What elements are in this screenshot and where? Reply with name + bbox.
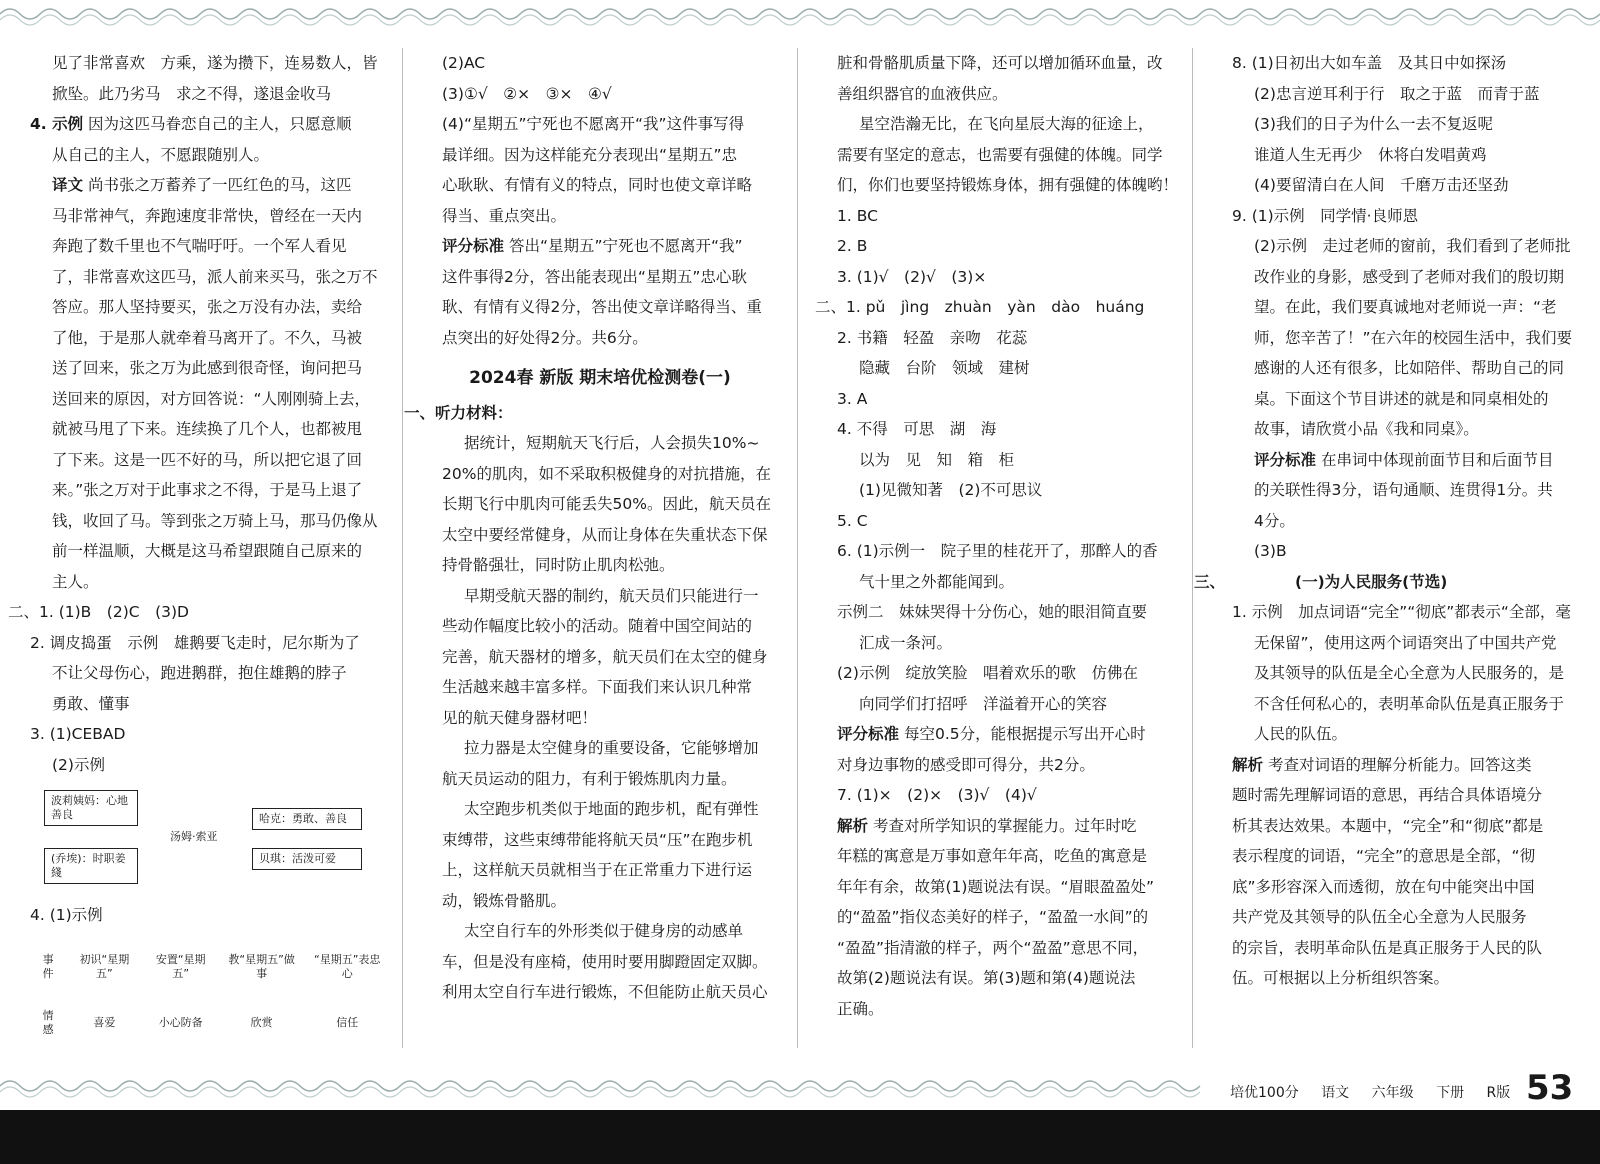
- text-line: 得当、重点突出。: [442, 206, 567, 225]
- text-line: 因为这匹马眷恋自己的主人，只愿意顺: [88, 115, 352, 133]
- text-line: 钱，收回了马。等到张之万骑上马，那马仍像从: [52, 511, 378, 530]
- text-line: 析其表达效果。本题中，“完全”和“彻底”都是: [1232, 816, 1544, 835]
- text-line: (2)示例 绽放笑脸 唱着欢乐的歌 仿佛在: [837, 664, 1138, 682]
- text-line: 20%的肌肉，如不采取积极健身的对抗措施，在: [442, 464, 771, 483]
- text-line: 善组织器官的血液供应。: [837, 84, 1008, 103]
- text-line: 长期飞行中肌肉可能丢失50%。因此，航天员在: [442, 495, 771, 513]
- text-line: 见了非常喜欢 方乘，遂为攒下，连易数人，皆: [52, 54, 378, 72]
- table-row-label: 事件: [42, 952, 54, 980]
- text-line: (4)要留清白在人间 千磨万击还坚劲: [1254, 176, 1509, 194]
- text-line: 3. A: [837, 389, 868, 408]
- text-line: 故第(2)题说法有误。第(3)题和第(4)题说法: [837, 969, 1136, 987]
- diagram-box: (乔埃)：时职姜綫: [44, 848, 138, 884]
- text-line: 主人。: [52, 572, 99, 591]
- text-line: 气十里之外都能闻到。: [859, 572, 1015, 591]
- footer-edition: R版: [1486, 1085, 1511, 1101]
- diagram-box: 波莉姨妈：心地善良: [44, 790, 138, 826]
- text-line: 无保留”，使用这两个词语突出了中国共产党: [1254, 633, 1557, 652]
- text-line: 桌。下面这个节目讲述的就是和同桌相处的: [1254, 389, 1549, 408]
- character-diagram: [40, 786, 390, 896]
- text-line: 考查对词语的理解分析能力。回答这类: [1267, 755, 1532, 774]
- diagram-center: 汤姆·索亚: [170, 830, 218, 843]
- score-label: 评分标准: [442, 237, 505, 255]
- text-line: (4)“星期五”宁死也不愿离开“我”这件事写得: [442, 115, 745, 133]
- section-label: 三、: [1194, 572, 1226, 591]
- page-number: 53: [1526, 1068, 1574, 1108]
- text-line: 脏和骨骼肌质量下降，还可以增加循环血量，改: [837, 54, 1163, 72]
- text-line: 从自己的主人，不愿跟随别人。: [52, 145, 270, 164]
- bottom-band: [0, 1110, 1600, 1164]
- text-line: 人民的队伍。: [1254, 725, 1348, 743]
- text-line: 持骨骼强壮，同时防止肌肉松弛。: [442, 556, 675, 574]
- text-line: 这件事得2分，答出能表现出“星期五”忠心耿: [442, 267, 747, 286]
- diagram-box: 贝琪：活泼可爱: [252, 848, 362, 870]
- text-line: 谁道人生无再少 休将白发唱黄鸡: [1254, 145, 1487, 164]
- column-4: [1194, 48, 1580, 994]
- text-line: 就被马甩了下来。连续换了几个人，也都被甩: [52, 420, 363, 438]
- text-line: 师，您辛苦了！”在六年的校园生活中，我们要: [1254, 328, 1573, 347]
- text-line: 见的航天健身器材吧！: [442, 708, 598, 727]
- text-line: 勇敢、懂事: [52, 694, 130, 713]
- text-line: 4分。: [1254, 511, 1295, 530]
- text-line: 对身边事物的感受即可得分，共2分。: [837, 755, 1095, 774]
- text-line: 以为 见 知 箱 柜: [859, 450, 1015, 469]
- column-3: [815, 48, 1180, 1024]
- text-line: 表示程度的词语，“完全”的意思是全部，“彻: [1232, 847, 1536, 865]
- text-line: 太空跑步机类似于地面的跑步机，配有弹性: [464, 800, 759, 818]
- text-line: (3)B: [1254, 542, 1287, 560]
- text-line: 动，锻炼骨骼肌。: [442, 891, 567, 910]
- text-line: 了他，于是那人就牵着马离开了。不久，马被: [52, 328, 363, 347]
- text-line: 1. 示例 加点词语“完全”“彻底”都表示“全部，毫: [1232, 603, 1571, 621]
- table-cell: 教“星期五”做事: [228, 952, 295, 980]
- text-line: 考查对所学知识的掌握能力。过年时吃: [872, 816, 1137, 835]
- text-line: 送回来的原因，对方回答说：“人刚刚骑上去，: [52, 389, 371, 408]
- text-line: 最详细。因为这样能充分表现出“星期五”忠: [442, 145, 738, 164]
- footer-book: 培优100分: [1230, 1085, 1299, 1101]
- text-line: (1)见微知著 (2)不可思议: [859, 481, 1043, 499]
- text-line: 来。”张之万对于此事求之不得，于是马上退了: [52, 481, 363, 499]
- text-line: (2)忠言逆耳利于行 取之于蓝 而青于蓝: [1254, 84, 1540, 103]
- text-line: 尚书张之万蓄养了一匹红色的马，这匹: [87, 176, 352, 194]
- text-line: 题时需先理解词语的意思，再结合具体语境分: [1232, 786, 1543, 804]
- text-line: 利用太空自行车进行锻炼，不但能防止航天员心: [442, 983, 768, 1001]
- text-line: “盈盈”指清澈的样子，两个“盈盈”意思不同，: [837, 938, 1149, 957]
- text-line: 不让父母伤心，跑进鹅群，抱住雄鹅的脖子: [52, 664, 347, 682]
- text-line: 5. C: [837, 511, 868, 530]
- text-line: 汇成一条河。: [859, 633, 953, 652]
- footer-grade: 六年级: [1371, 1085, 1414, 1101]
- event-emotion-table: [30, 939, 390, 1051]
- text-line: 掀坠。此乃劣马 求之不得，遂退金收马: [52, 84, 332, 103]
- table-cell: 安置“星期五”: [155, 952, 206, 980]
- text-line: 太空中要经常健身，从而让身体在失重状态下保: [442, 525, 768, 544]
- text-line: 故事，请欣赏小品《我和同桌》。: [1254, 420, 1479, 438]
- text-line: 们，你们也要坚持锻炼身体，拥有强健的体魄哟！: [837, 176, 1179, 194]
- translation-label: 译文: [52, 176, 84, 194]
- section-title: (一)为人民服务(节选): [1295, 572, 1448, 591]
- text-line: 太空自行车的外形类似于健身房的动感单: [464, 922, 744, 940]
- text-line: 马非常神气，奔跑速度非常快，曾经在一天内: [52, 206, 363, 225]
- text-line: 完善，航天器材的增多，航天员们在太空的健身: [442, 647, 768, 666]
- analysis-label: 解析: [1232, 755, 1264, 774]
- text-line: 4. (1)示例: [30, 906, 103, 924]
- text-line: 车，但是没有座椅，使用时要用脚蹬固定双脚。: [442, 952, 768, 971]
- column-1: [8, 48, 390, 1051]
- table-row-label: 情感: [42, 1008, 54, 1036]
- pinyin-line: 二、1. pǔ jìng zhuàn yàn dào huáng: [815, 298, 1145, 316]
- text-line: 不含任何私心的，表明革命队伍是真正服务于: [1254, 694, 1565, 713]
- text-line: 及其领导的队伍是全心全意为人民服务的，是: [1254, 664, 1565, 682]
- text-line: 答应。那人坚持要买，张之万没有办法，卖给: [52, 298, 363, 316]
- text-line: 伍。可根据以上分析组织答案。: [1232, 969, 1450, 987]
- table-cell: 欣赏: [250, 1015, 273, 1029]
- text-line: (2)示例 走过老师的窗前，我们看到了老师批: [1254, 237, 1571, 255]
- text-line: 7. (1)× (2)× (3)√ (4)√: [837, 786, 1037, 804]
- text-line: 3. (1)CEBAD: [30, 725, 126, 743]
- text-line: 2. 调皮捣蛋 示例 雄鹅要飞走时，尼尔斯为了: [30, 633, 360, 652]
- text-line: 年年有余，故第(1)题说法有误。“眉眼盈盈处”: [837, 877, 1155, 896]
- text-line: 星空浩瀚无比，在飞向星辰大海的征途上，: [859, 115, 1154, 133]
- text-line: 示例二 妹妹哭得十分伤心，她的眼泪简直要: [837, 603, 1148, 621]
- score-label: 评分标准: [1254, 450, 1317, 469]
- text-line: 2. 书籍 轻盈 亲吻 花蕊: [837, 328, 1028, 347]
- text-line: 生活越来越丰富多样。下面我们来认识几种常: [442, 678, 753, 696]
- column-divider: [402, 48, 403, 1048]
- text-line: 需要有坚定的意志，也需要有强健的体魄。同学: [837, 145, 1163, 164]
- text-line: 6. (1)示例一 院子里的桂花开了，那醉人的香: [837, 542, 1158, 560]
- text-line: 耿、有情有义得2分，答出使文章详略得当、重: [442, 298, 762, 316]
- text-line: 上，这样航天员就相当于在正常重力下进行运: [442, 861, 753, 879]
- text-line: 年糕的寓意是万事如意年年高，吃鱼的寓意是: [837, 847, 1148, 865]
- text-line: 奔跑了数千里也不气喘吁吁。一个军人看见: [52, 237, 347, 255]
- score-label: 评分标准: [837, 725, 900, 743]
- text-line: 9. (1)示例 同学情·良师恩: [1232, 206, 1419, 225]
- footer-term: 下册: [1436, 1085, 1465, 1101]
- text-line: 2. B: [837, 237, 868, 255]
- table-cell: 信任: [336, 1015, 359, 1029]
- text-line: 8. (1)日初出大如车盖 及其日中如探汤: [1232, 54, 1507, 72]
- text-line: (3)①√ ②× ③× ④√: [442, 84, 612, 103]
- text-line: 早期受航天器的制约，航天员们只能进行一: [464, 586, 759, 605]
- diagram-box: 哈克：勇敢、善良: [252, 808, 362, 830]
- text-line: 心耿耿、有情有义的特点，同时也使文章详略: [442, 176, 753, 194]
- text-line: 隐藏 台阶 领域 建树: [859, 359, 1030, 377]
- text-line: 了下来。这是一匹不好的马，所以把它退了回: [52, 450, 363, 469]
- text-line: 二、1. (1)B (2)C (3)D: [8, 603, 189, 621]
- text-line: 底”多形容深入而透彻，放在句中能突出中国: [1232, 877, 1535, 896]
- table-cell: 喜爱: [93, 1015, 116, 1029]
- text-line: 共产党及其领导的队伍全心全意为人民服务: [1232, 908, 1527, 926]
- text-line: 航天员运动的阻力，有利于锻炼肌肉力量。: [442, 769, 737, 788]
- text-line: 正确。: [837, 999, 884, 1018]
- table-cell: “星期五”表忠心: [314, 952, 381, 980]
- text-line: 的“盈盈”指仪态美好的样子，“盈盈一水间”的: [837, 908, 1149, 926]
- table-cell: 初识“星期五”: [79, 952, 130, 980]
- text-line: 的关联性得3分，语句通顺、连贯得1分。共: [1254, 481, 1553, 499]
- text-line: 感谢的人还有很多，比如陪伴、帮助自己的同: [1254, 359, 1565, 377]
- text-line: 3. (1)√ (2)√ (3)×: [837, 267, 987, 286]
- text-line: 前一样温顺，大概是这马希望跟随自己原来的: [52, 542, 363, 560]
- text-line: 在串词中体现前面节目和后面节目: [1320, 450, 1554, 469]
- text-line: 的宗旨，表明革命队伍是真正服务于人民的队: [1232, 938, 1543, 957]
- text-line: 拉力器是太空健身的重要设备，它能够增加: [464, 739, 759, 757]
- text-line: 4. 不得 可思 湖 海: [837, 420, 997, 438]
- text-line: 点突出的好处得2分。共6分。: [442, 328, 648, 347]
- analysis-label: 解析: [837, 816, 869, 835]
- text-line: 望。在此，我们要真诚地对老师说一声：“老: [1254, 298, 1557, 316]
- text-line: 每空0.5分，能根据提示写出开心时: [903, 725, 1146, 743]
- section-heading: 一、听力材料：: [404, 403, 513, 422]
- answer-label: 4. 示例: [30, 115, 84, 133]
- text-line: 送了回来，张之万为此感到很奇怪，询问把马: [52, 359, 363, 377]
- test-title: 2024春 新版 期末培优检测卷(一): [469, 368, 731, 388]
- footer-subject: 语文: [1321, 1085, 1350, 1101]
- text-line: 答出“星期五”宁死也不愿离开“我”: [508, 237, 743, 255]
- column-divider: [797, 48, 798, 1048]
- page-footer: [1230, 1082, 1528, 1102]
- text-line: 束缚带，这些束缚带能将航天员“压”在跑步机: [442, 830, 753, 849]
- text-line: (2)示例: [52, 755, 105, 774]
- column-2: [404, 48, 780, 1008]
- text-line: 了，非常喜欢这匹马，派人前来买马，张之万不: [52, 267, 378, 286]
- column-divider: [1192, 48, 1193, 1048]
- text-line: 向同学们打招呼 洋溢着开心的笑容: [859, 694, 1108, 713]
- table-cell: 小心防备: [158, 1015, 203, 1029]
- top-wave-border: [0, 0, 1600, 30]
- text-line: (3)我们的日子为什么一去不复返呢: [1254, 115, 1493, 133]
- text-line: 改作业的身影，感受到了老师对我们的殷切期: [1254, 267, 1565, 286]
- text-line: 据统计，短期航天飞行后，人会损失10%~: [464, 434, 760, 452]
- text-line: 些动作幅度比较小的活动。随着中国空间站的: [442, 617, 753, 635]
- text-line: 1. BC: [837, 206, 878, 225]
- text-line: (2)AC: [442, 54, 486, 72]
